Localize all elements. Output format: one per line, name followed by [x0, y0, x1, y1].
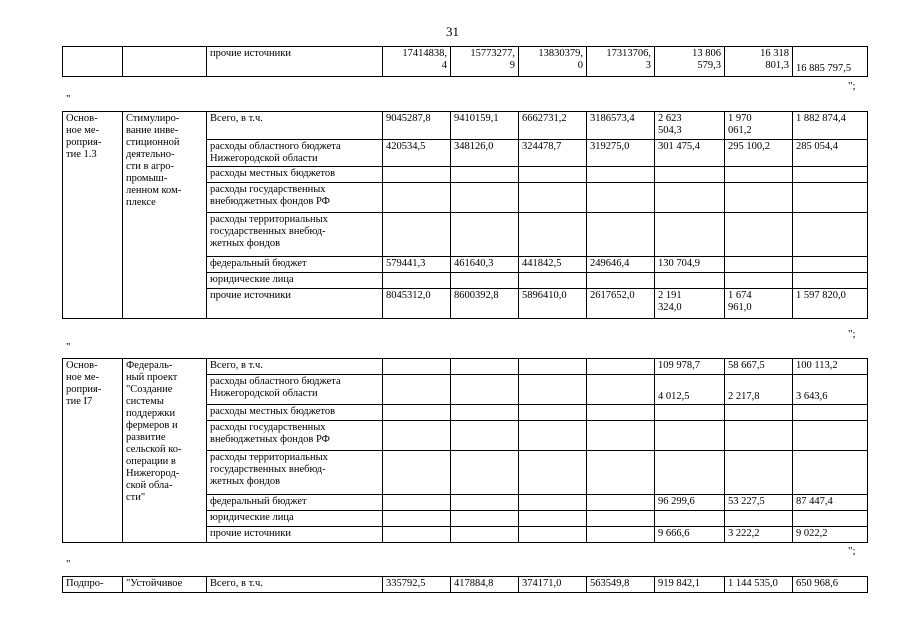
cell-value: [383, 167, 451, 183]
cell-value: [793, 167, 868, 183]
cell-value: [383, 511, 451, 527]
cell: [123, 47, 207, 77]
text-line: Нижегородской области: [210, 388, 318, 399]
text-line: 1 674: [728, 290, 752, 301]
row-label: [207, 112, 383, 140]
table-top-fragment: [62, 46, 868, 77]
cell-value: [793, 511, 868, 527]
cell-value: 319275,0: [587, 140, 655, 167]
cell-value: [451, 527, 519, 543]
cell-value: [655, 405, 725, 421]
row-label: [207, 451, 383, 495]
cell-value: 1 597 820,0: [793, 289, 868, 319]
cell-value: [451, 359, 519, 375]
cell-value: [793, 257, 868, 273]
row-label: [207, 421, 383, 451]
cell-value: [383, 273, 451, 289]
cell-value: [587, 511, 655, 527]
cell-value: [451, 273, 519, 289]
cell-value: [451, 421, 519, 451]
text-line: внебюджетных фондов РФ: [210, 196, 330, 207]
cell-value: 3 643,6: [793, 375, 868, 405]
cell-value: 919 842,1: [655, 577, 725, 593]
text-line: жетных фондов: [210, 476, 281, 487]
text-line: жетных фондов: [210, 238, 281, 249]
text-line: ской обла-: [126, 480, 173, 491]
text-line: расходы государственных: [210, 184, 326, 195]
cell-value: 96 299,6: [655, 495, 725, 511]
row-label: Всего, в т.ч.: [207, 577, 383, 593]
text-line: юридические лица: [210, 274, 294, 285]
text-line: расходы местных бюджетов: [210, 406, 336, 417]
row-label: [207, 495, 383, 511]
text-line: ное ме-: [66, 372, 100, 383]
cell-value: [793, 405, 868, 421]
cell-value: [519, 273, 587, 289]
cell-value: [725, 289, 793, 319]
cell-value: 417884,8: [451, 577, 519, 593]
cell-value: [451, 405, 519, 421]
table-row: [63, 359, 868, 375]
table-row: [63, 47, 868, 77]
row-label: [207, 511, 383, 527]
cell-value: [587, 359, 655, 375]
cell-value: [725, 213, 793, 257]
cell-value: [451, 213, 519, 257]
cell-value: [383, 421, 451, 451]
text-line: 061,2: [728, 125, 752, 136]
cell-value: 16 885 797,5: [793, 47, 868, 77]
cell-value: 8045312,0: [383, 289, 451, 319]
row-label: [207, 167, 383, 183]
cell-value: 109 978,7: [655, 359, 725, 375]
cell-value: 285 054,4: [793, 140, 868, 167]
text-line: внебюджетных фондов РФ: [210, 434, 330, 445]
cell-value: 53 227,5: [725, 495, 793, 511]
opening-quote: ": [66, 558, 71, 570]
cell-value: [587, 167, 655, 183]
cell-value: [383, 405, 451, 421]
cell-value: 17414838, 4: [383, 47, 451, 77]
cell-value: [519, 405, 587, 421]
text-line: роприя-: [66, 384, 102, 395]
text-line: федеральный бюджет: [210, 258, 307, 269]
cell-value: 579441,3: [383, 257, 451, 273]
cell-value: [587, 405, 655, 421]
cell-value: 249646,4: [587, 257, 655, 273]
cell-value: 335792,5: [383, 577, 451, 593]
text-line: фермеров и: [126, 420, 178, 431]
cell-value: 13830379, 0: [519, 47, 587, 77]
cell-value: [725, 257, 793, 273]
cell-value: [793, 421, 868, 451]
closing-quote: ";: [848, 545, 856, 557]
cell-value: 13 806 579,3: [655, 47, 725, 77]
text-line: государственных внебюд-: [210, 226, 326, 237]
table-row: [63, 112, 868, 140]
cell-value: 100 113,2: [793, 359, 868, 375]
text-line: прочие источники: [210, 290, 291, 301]
row-label: [207, 405, 383, 421]
activity-type: [63, 112, 123, 319]
text-line: расходы местных бюджетов: [210, 168, 336, 179]
activity-type: [63, 359, 123, 543]
text-line: 295 100,2: [728, 141, 770, 152]
text-line: тие 1.3: [66, 149, 97, 160]
cell-value: 2617652,0: [587, 289, 655, 319]
text-line: вание инве-: [126, 125, 179, 136]
row-label: [207, 257, 383, 273]
cell-value: [655, 112, 725, 140]
cell-value: [587, 183, 655, 213]
text-line: сельской ко-: [126, 444, 182, 455]
text-line: роприя-: [66, 137, 102, 148]
text-line: ное ме-: [66, 125, 100, 136]
cell-value: 15773277, 9: [451, 47, 519, 77]
cell-value: 441842,5: [519, 257, 587, 273]
cell-value: [655, 421, 725, 451]
text-line: ленном ком-: [126, 185, 182, 196]
cell-value: 420534,5: [383, 140, 451, 167]
cell-value: [725, 112, 793, 140]
cell-value: [655, 213, 725, 257]
cell-value: [587, 421, 655, 451]
text-line: поддержки: [126, 408, 176, 419]
cell-value: 4 012,5: [655, 375, 725, 405]
cell-value: 2 217,8: [725, 375, 793, 405]
row-label: [207, 183, 383, 213]
cell-value: 87 447,4: [793, 495, 868, 511]
cell-value: [451, 451, 519, 495]
text-line: Основ-: [66, 360, 98, 371]
cell-value: [587, 213, 655, 257]
cell-value: 1 144 535,0: [725, 577, 793, 593]
text-line: стиционной: [126, 137, 180, 148]
activity-name: [123, 359, 207, 543]
text-line: расходы территориальных: [210, 214, 328, 225]
cell-value: 9 022,2: [793, 527, 868, 543]
cell-value: [725, 140, 793, 167]
text-line: "Создание: [126, 384, 173, 395]
closing-quote: ";: [848, 328, 856, 340]
table-block-i7: [62, 358, 868, 543]
cell-value: 1 882 874,4: [793, 112, 868, 140]
cell-value: [655, 257, 725, 273]
row-label: [207, 359, 383, 375]
cell-value: [383, 359, 451, 375]
cell-value: 9045287,8: [383, 112, 451, 140]
text-line: Всего, в т.ч.: [210, 360, 263, 371]
opening-quote: ": [66, 93, 71, 105]
text-line: 2 191: [658, 290, 682, 301]
table-row: [63, 577, 868, 593]
page-number: 31: [446, 24, 459, 39]
text-line: расходы территориальных: [210, 452, 328, 463]
row-label: [207, 527, 383, 543]
text-line: федеральный бюджет: [210, 496, 307, 507]
cell-value: 6662731,2: [519, 112, 587, 140]
text-line: 504,3: [658, 125, 682, 136]
cell-value: [725, 511, 793, 527]
cell-value: 3186573,4: [587, 112, 655, 140]
table-bottom-fragment: [62, 576, 868, 593]
cell: [63, 47, 123, 77]
cell-value: [519, 375, 587, 405]
cell-value: [655, 167, 725, 183]
row-label: [207, 213, 383, 257]
cell-value: 17313706, 3: [587, 47, 655, 77]
cell-value: [451, 511, 519, 527]
text-line: сти": [126, 492, 146, 503]
text-line: развитие: [126, 432, 166, 443]
cell-value: [587, 273, 655, 289]
cell-value: [587, 451, 655, 495]
text-line: операции в: [126, 456, 176, 467]
text-line: 130 704,9: [658, 258, 700, 269]
opening-quote: ": [66, 341, 71, 353]
cell-value: 324478,7: [519, 140, 587, 167]
cell-value: 9410159,1: [451, 112, 519, 140]
text-line: Основ-: [66, 113, 98, 124]
cell-value: [587, 375, 655, 405]
text-line: 301 475,4: [658, 141, 700, 152]
cell-value: [451, 167, 519, 183]
cell-value: [725, 421, 793, 451]
text-line: ный проект: [126, 372, 178, 383]
cell-value: 650 968,6: [793, 577, 868, 593]
cell-value: 8600392,8: [451, 289, 519, 319]
row-label: [207, 375, 383, 405]
cell-value: [519, 183, 587, 213]
cell-value: [793, 451, 868, 495]
cell-value: 374171,0: [519, 577, 587, 593]
cell-value: [383, 495, 451, 511]
row-label: [207, 289, 383, 319]
cell-value: [655, 183, 725, 213]
row-label: прочие источники: [207, 47, 383, 77]
row-label: [207, 273, 383, 289]
cell-value: [793, 183, 868, 213]
text-line: 961,0: [728, 302, 752, 313]
text-line: Стимулиро-: [126, 113, 180, 124]
cell-value: [519, 451, 587, 495]
cell-value: [655, 140, 725, 167]
table-block-1-3: [62, 111, 868, 319]
text-line: тие I7: [66, 396, 93, 407]
cell-value: [655, 273, 725, 289]
cell-value: [451, 495, 519, 511]
activity-name: "Устойчивое: [123, 577, 207, 593]
cell-value: [383, 183, 451, 213]
text-line: системы: [126, 396, 164, 407]
cell-value: [383, 375, 451, 405]
text-line: Нижегородской области: [210, 153, 318, 164]
cell-value: [383, 213, 451, 257]
text-line: расходы государственных: [210, 422, 326, 433]
text-line: 324,0: [658, 302, 682, 313]
cell-value: [725, 273, 793, 289]
cell-value: 9 666,6: [655, 527, 725, 543]
cell-value: [793, 273, 868, 289]
activity-type: Подпро-: [63, 577, 123, 593]
cell-value: [725, 183, 793, 213]
cell-value: [451, 375, 519, 405]
text-line: Нижегород-: [126, 468, 180, 479]
cell-value: 16 318 801,3: [725, 47, 793, 77]
text-line: сти в агро-: [126, 161, 175, 172]
cell-value: 3 222,2: [725, 527, 793, 543]
cell-value: [519, 495, 587, 511]
cell-value: [725, 405, 793, 421]
text-line: юридические лица: [210, 512, 294, 523]
cell-value: [587, 495, 655, 511]
cell-value: 58 667,5: [725, 359, 793, 375]
text-line: прочие источники: [210, 528, 291, 539]
text-line: промыш-: [126, 173, 168, 184]
cell-value: [383, 451, 451, 495]
activity-name: [123, 112, 207, 319]
cell-value: [519, 511, 587, 527]
cell-value: [793, 213, 868, 257]
text-line: 1 970: [728, 113, 752, 124]
text-line: деятельно-: [126, 149, 175, 160]
cell-value: [519, 527, 587, 543]
text-line: плексе: [126, 197, 156, 208]
cell-value: [725, 167, 793, 183]
cell-value: 5896410,0: [519, 289, 587, 319]
cell-value: [725, 451, 793, 495]
cell-value: 461640,3: [451, 257, 519, 273]
text-line: 2 623: [658, 113, 682, 124]
cell-value: [519, 421, 587, 451]
text-line: Федераль-: [126, 360, 173, 371]
text-line: расходы областного бюджета: [210, 376, 341, 387]
cell-value: [519, 213, 587, 257]
cell-value: [519, 167, 587, 183]
cell-value: 563549,8: [587, 577, 655, 593]
cell-value: [655, 451, 725, 495]
closing-quote: ";: [848, 80, 856, 92]
cell-value: [587, 527, 655, 543]
cell-value: [383, 527, 451, 543]
text-line: расходы областного бюджета: [210, 141, 341, 152]
cell-value: [519, 359, 587, 375]
cell-value: [655, 511, 725, 527]
text-line: государственных внебюд-: [210, 464, 326, 475]
text-line: Всего, в т.ч.: [210, 113, 263, 124]
cell-value: 348126,0: [451, 140, 519, 167]
cell-value: [655, 289, 725, 319]
row-label: [207, 140, 383, 167]
cell-value: [451, 183, 519, 213]
